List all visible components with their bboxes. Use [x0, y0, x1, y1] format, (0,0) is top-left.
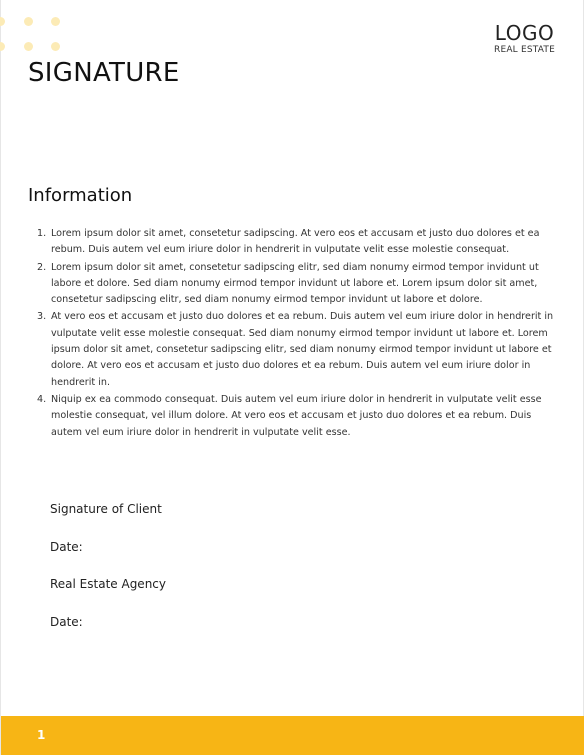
footer-bar [1, 716, 584, 755]
list-item [35, 226, 559, 259]
list-item-text: At vero eos et accusam et justo duo dolores et ea rebum. Duis autem vel eum iriure dolor in hendrerit in vulputate velit esse molestie consequat. Sed diam nonumy eirmod tempor invidunt ut labore et. Lorem ipsum dolor sit amet, consetetur sadipscing elitr, sed diam nonumy eirmod tempor invidunt ut labore et dolore. At vero eos et accusam et justo duo dolores et ea rebum. Duis autem vel eum iriure dolor in hendrerit in. [51, 311, 554, 388]
logo-text: LOGO [494, 21, 555, 45]
page-number: 1 [37, 728, 46, 742]
client-date-label: Date: [50, 540, 83, 554]
list-item-text: Niquip ex ea commodo consequat. Duis autem vel eum iriure dolor in hendrerit in vulputate velit esse molestie consequat, vel illum dolore. At vero eos et accusam et justo duo dolores et ea rebum. Duis autem vel eum iriure dolor in hendrerit in vulputate velit esse. [51, 393, 542, 438]
logo [494, 22, 555, 56]
decorative-dot [24, 42, 33, 51]
list-item-text: Lorem ipsum dolor sit amet, consetetur sadipscing elitr, sed diam nonumy eirmod tempor invidunt ut labore et dolore. Sed diam nonumy eirmod tempor invidunt ut labore et. Lorem ipsum dolor sit amet, consetetur sadipscing elitr, sed diam nonumy eirmod tempor invidunt ut labore et dolore. [51, 261, 539, 306]
agency-signature-label: Real Estate Agency [50, 577, 166, 591]
decorative-dot [0, 42, 5, 51]
list-item [35, 260, 559, 309]
decorative-dot [51, 17, 60, 26]
list-item-number: 1. [37, 228, 47, 239]
decorative-dot [24, 17, 33, 26]
list-item-number: 4. [37, 393, 47, 405]
list-item [35, 309, 559, 390]
logo-subtitle: REAL ESTATE [493, 45, 555, 55]
list-item [35, 392, 559, 441]
decorative-dots [1, 0, 71, 55]
section-heading: Information [28, 185, 133, 206]
decorative-dot [51, 42, 60, 51]
list-item-number: 3. [37, 311, 47, 323]
decorative-dot [0, 17, 5, 26]
agency-date-label: Date: [50, 615, 83, 629]
client-signature-label: Signature of Client [50, 502, 162, 516]
list-item-text: Lorem ipsum dolor sit amet, consetetur sadipscing. At vero eos et accusam et justo duo dolores et ea rebum. Duis autem vel eum iriure dolor in hendrerit in vulputate velit esse molestie consequat. [51, 228, 540, 256]
list-item-number: 2. [37, 261, 47, 273]
page-title: SIGNATURE [28, 58, 180, 88]
information-list [35, 226, 559, 442]
